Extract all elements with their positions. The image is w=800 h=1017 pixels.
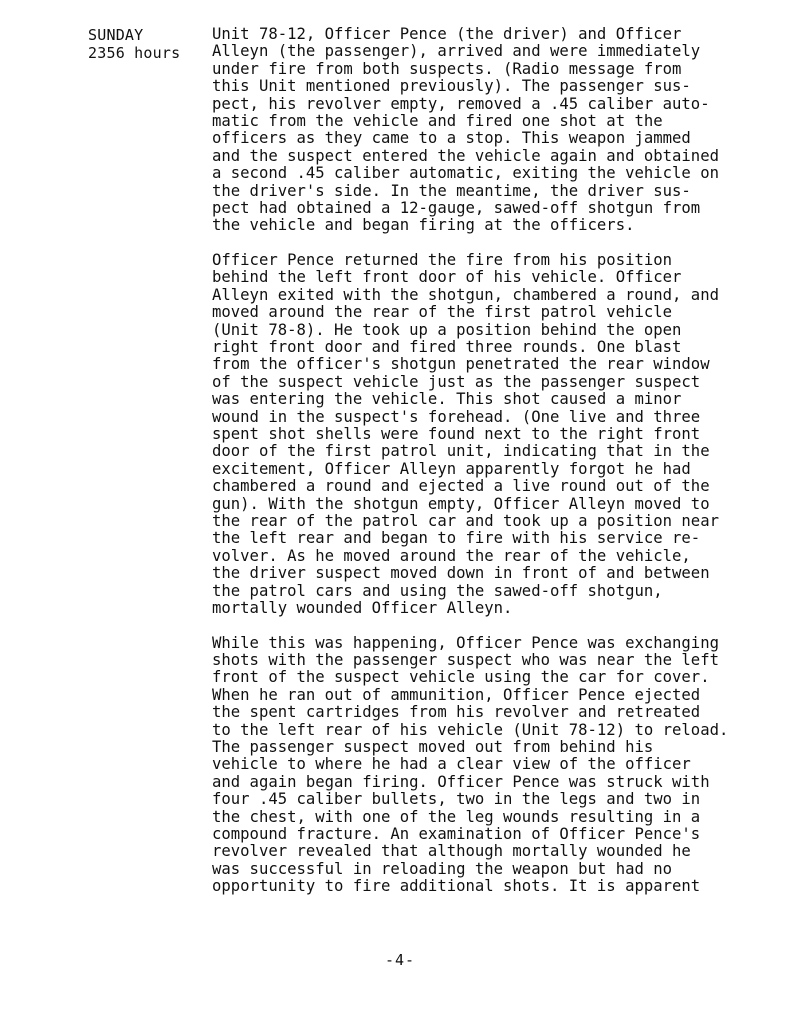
text-line: pect, his revolver empty, removed a .45 caliber auto- [212,94,710,113]
margin-heading [88,26,180,62]
text-line: was entering the vehicle. This shot caused a minor [212,390,682,409]
text-line: wound in the suspect's forehead. (One live and three [212,407,701,426]
report-body [212,26,787,913]
text-line: compound fracture. An examination of Officer Pence's [212,824,701,843]
text-line: excitement, Officer Alleyn apparently forgot he had [212,459,691,478]
text-line: right front door and fired three rounds. One blast [212,338,682,357]
text-line: the chest, with one of the leg wounds resulting in a [212,807,701,826]
text-line: Alleyn (the passenger), arrived and were immediately [212,42,701,61]
text-line: of the suspect vehicle just as the passenger suspect [212,372,701,391]
text-line: officers as they came to a stop. This weapon jammed [212,129,691,148]
text-line: vehicle to where he had a clear view of the officer [212,755,691,774]
text-line: four .45 caliber bullets, two in the legs and two in [212,790,701,809]
text-line: Alleyn exited with the shotgun, chambered a round, and [212,285,719,304]
text-line: the patrol cars and using the sawed-off shotgun, [212,581,663,600]
text-line: moved around the rear of the first patrol vehicle [212,303,673,322]
text-line: to the left rear of his vehicle (Unit 78-12) to reload. [212,720,729,739]
text-line: Officer Pence returned the fire from his position [212,251,673,270]
text-line: Unit 78-12, Officer Pence (the driver) and Officer [212,25,682,43]
text-line: from the officer's shotgun penetrated the rear window [212,355,710,374]
text-line: door of the first patrol unit, indicating that in the [212,442,710,461]
page-number: -4- [384,951,416,969]
text-line: under fire from both suspects. (Radio message from [212,59,682,78]
text-line: matic from the vehicle and fired one shot at the [212,111,663,130]
text-line: mortally wounded Officer Alleyn. [212,598,513,617]
text-line: the vehicle and began firing at the officers. [212,216,635,235]
text-line: (Unit 78-8). He took up a position behind the open [212,320,682,339]
text-line: the rear of the patrol car and took up a position near [212,511,719,530]
text-line: the driver suspect moved down in front of and between [212,564,710,583]
text-line: revolver revealed that although mortally wounded he [212,842,691,861]
day-label: SUNDAY [88,26,144,44]
text-line: shots with the passenger suspect who was near the left [212,651,719,670]
text-line: spent shot shells were found next to the right front [212,424,701,443]
text-line: a second .45 caliber automatic, exiting the vehicle on [212,164,719,183]
text-line: front of the suspect vehicle using the car for cover. [212,668,710,687]
text-line: gun). With the shotgun empty, Officer Alleyn moved to [212,494,710,513]
text-line: While this was happening, Officer Pence was exchanging [212,633,719,652]
text-line: opportunity to fire additional shots. It is apparent [212,877,701,896]
text-line: and the suspect entered the vehicle again and obtained [212,146,719,165]
paragraph [212,635,787,896]
time-label: 2356 hours [88,44,181,62]
text-line: behind the left front door of his vehicle. Officer [212,268,682,287]
paragraph [212,252,787,617]
text-line: volver. As he moved around the rear of the vehicle, [212,546,691,565]
paragraph [212,26,787,235]
text-line: the driver's side. In the meantime, the driver sus- [212,181,691,200]
text-line: this Unit mentioned previously). The passenger sus- [212,77,691,96]
text-line: pect had obtained a 12-gauge, sawed-off shotgun from [212,198,701,217]
text-line: and again began firing. Officer Pence was struck with [212,772,710,791]
text-line: the spent cartridges from his revolver and retreated [212,703,701,722]
text-line: was successful in reloading the weapon but had no [212,859,673,878]
text-line: The passenger suspect moved out from behind his [212,738,654,757]
text-line: chambered a round and ejected a live round out of the [212,477,710,496]
text-line: When he ran out of ammunition, Officer Pence ejected [212,685,701,704]
text-line: the left rear and began to fire with his service re- [212,529,701,548]
